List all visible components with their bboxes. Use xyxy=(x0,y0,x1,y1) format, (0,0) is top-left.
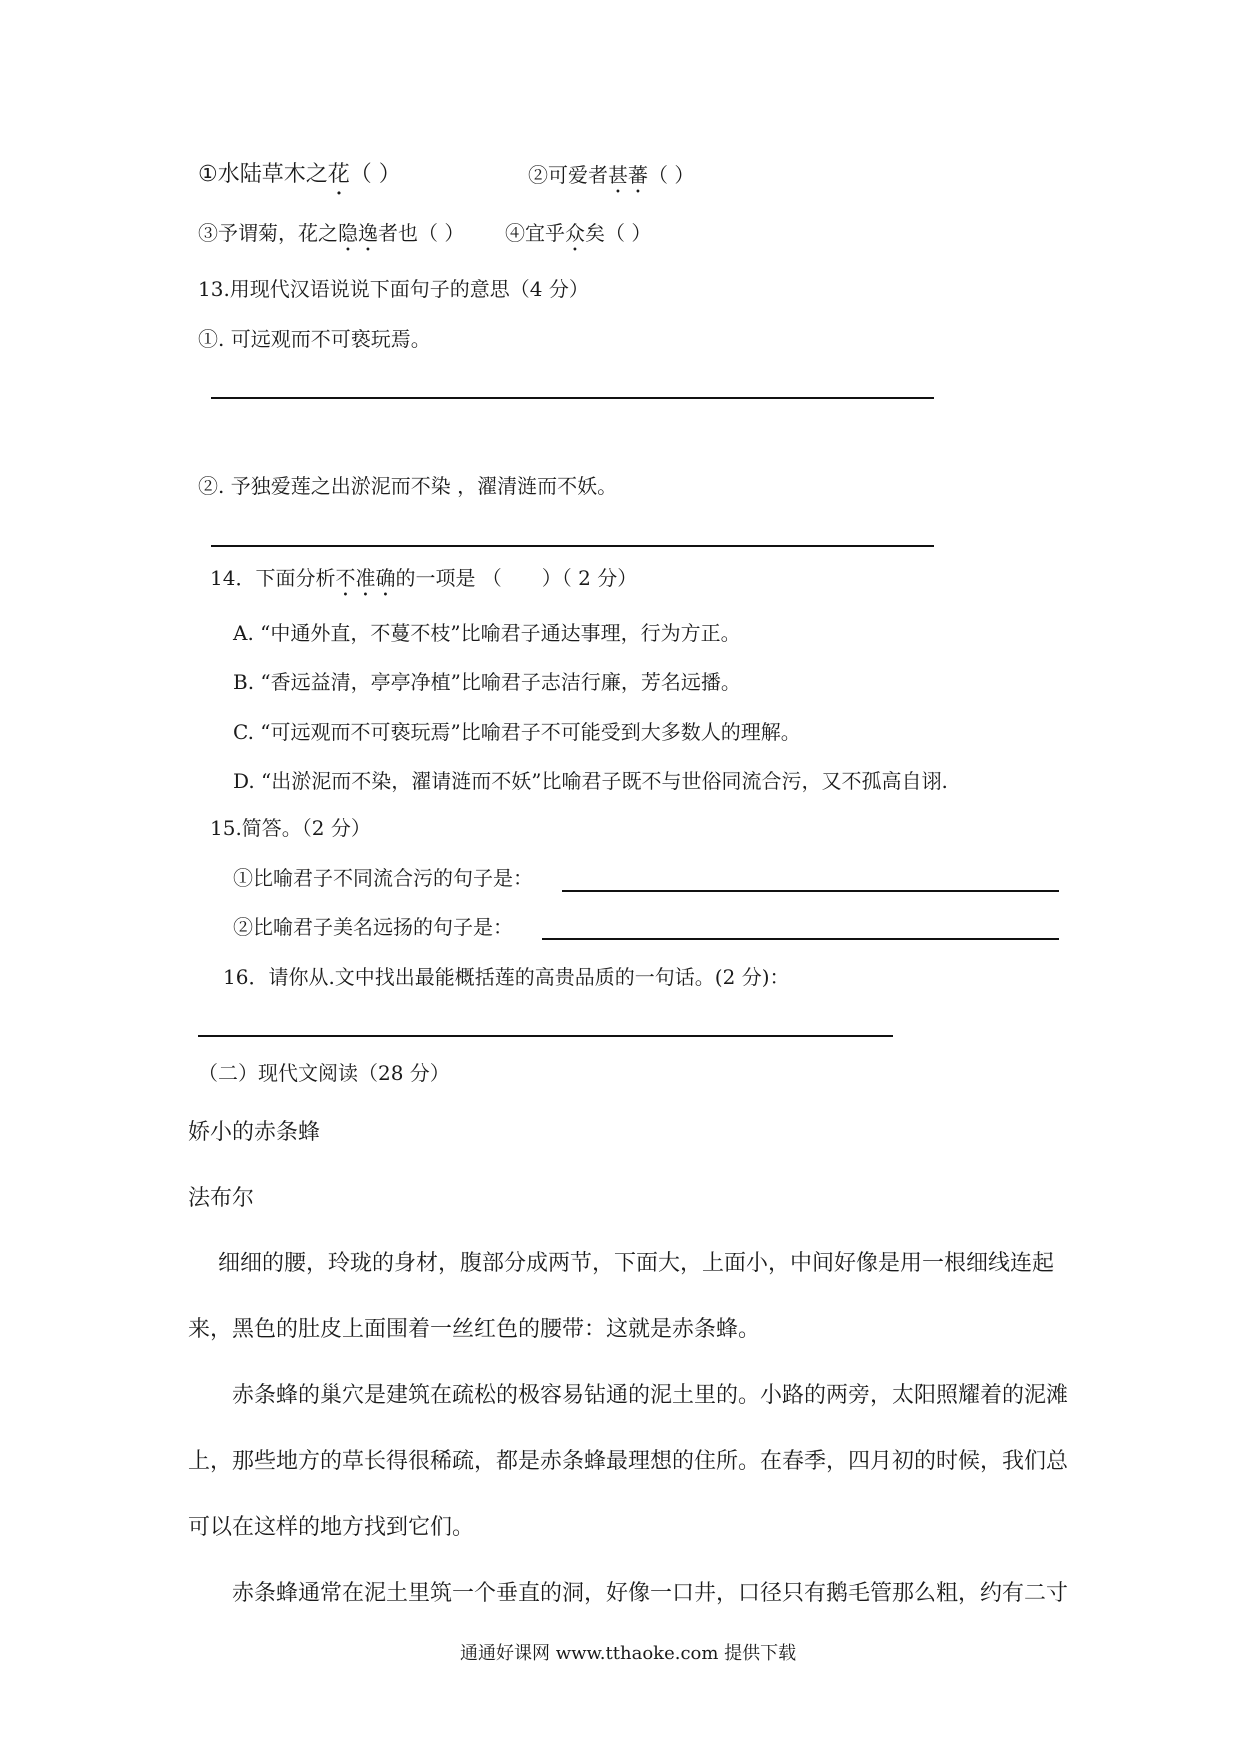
q12-item-2-paren: （ ） xyxy=(648,163,695,187)
q14-title xyxy=(210,566,637,601)
paragraph-1-line-2: 来，黑色的肚皮上面围着一丝红色的腰带：这就是赤条蜂。 xyxy=(188,1317,761,1342)
q12-item-1 xyxy=(198,162,401,200)
q12-item-1-keyword: 花 xyxy=(327,162,350,187)
paragraph-1-line-1: 细细的腰，玲珑的身材，腹部分成两节，下面大，上面小，中间好像是用一根细线连起 xyxy=(218,1251,1055,1276)
q12-item-3-paren: 者也（ ） xyxy=(378,221,465,245)
paragraph-2-line-2: 上，那些地方的草长得很稀疏，都是赤条蜂最理想的住所。在春季，四月初的时候，我们总 xyxy=(188,1449,1069,1474)
section-heading: （二）现代文阅读（28 分） xyxy=(198,1061,450,1085)
q12-item-3-text: ③予谓菊，花之 xyxy=(198,221,338,245)
q14-title-rest: 的一项是 （ ）（ 2 分） xyxy=(395,566,638,590)
q15-answer-line-1 xyxy=(562,890,1059,892)
q12-item-1-num: ① xyxy=(198,162,218,187)
q12-item-2-keyword: 甚蕃 xyxy=(608,163,648,187)
q12-item-4 xyxy=(505,221,651,256)
q14-option-c: C. “可远观而不可亵玩焉”比喻君子不可能受到大多数人的理解。 xyxy=(233,720,801,744)
article-author: 法布尔 xyxy=(188,1186,255,1211)
q13-sentence-1: ①. 可远观而不可亵玩焉。 xyxy=(198,327,431,351)
page-footer: 通通好课网 www.tthaoke.com 提供下载 xyxy=(460,1643,797,1664)
q12-item-4-text: ④宜乎 xyxy=(505,221,565,245)
q14-title-text: 14．下面分析 xyxy=(210,566,336,590)
q16-answer-line xyxy=(198,1035,893,1037)
q12-item-1-text: 水陆草木之 xyxy=(217,162,328,187)
q13-sentence-2: ②. 予独爱莲之出淤泥而不染 ，濯清涟而不妖。 xyxy=(198,474,618,498)
article-title: 娇小的赤条蜂 xyxy=(188,1120,321,1145)
q15-answer-line-2 xyxy=(542,938,1059,940)
q15-title: 15.简答。（2 分） xyxy=(210,816,371,840)
q12-item-2 xyxy=(528,163,694,198)
q12-item-3 xyxy=(198,221,464,256)
paragraph-2-line-1: 赤条蜂的巢穴是建筑在疏松的极容易钻通的泥土里的。小路的两旁，太阳照耀着的泥滩 xyxy=(232,1383,1069,1408)
q15-sentence-2: ②比喻君子美名远扬的句子是： xyxy=(233,915,513,939)
q15-sentence-1: ①比喻君子不同流合污的句子是： xyxy=(233,866,533,890)
paragraph-2-line-3: 可以在这样的地方找到它们。 xyxy=(188,1515,475,1540)
q14-option-a: A. “中通外直，不蔓不枝”比喻君子通达事理，行为方正。 xyxy=(233,621,741,645)
q13-title: 13.用现代汉语说说下面句子的意思（4 分） xyxy=(198,277,589,301)
q12-item-4-keyword: 众 xyxy=(565,221,585,245)
q14-option-d: D. “出淤泥而不染，濯请涟而不妖”比喻君子既不与世俗同流合污，又不孤高自诩. xyxy=(233,769,948,793)
q14-option-b: B. “香远益清，亭亭净植”比喻君子志洁行廉，芳名远播。 xyxy=(233,670,741,694)
q13-answer-line-1 xyxy=(211,397,934,399)
paragraph-3-line-1: 赤条蜂通常在泥土里筑一个垂直的洞，好像一口井，口径只有鹅毛管那么粗，约有二寸 xyxy=(232,1581,1069,1606)
q16-title: 16．请你从.文中找出最能概括莲的高贵品质的一句话。(2 分)： xyxy=(223,965,790,989)
q13-answer-line-2 xyxy=(211,545,934,547)
q12-item-4-paren: 矣（ ） xyxy=(585,221,652,245)
q12-item-2-text: ②可爱者 xyxy=(528,163,608,187)
q12-item-1-paren: （ ） xyxy=(349,162,401,187)
q14-title-keyword: 不准确 xyxy=(335,566,396,590)
q12-item-3-keyword: 隐逸 xyxy=(338,221,378,245)
